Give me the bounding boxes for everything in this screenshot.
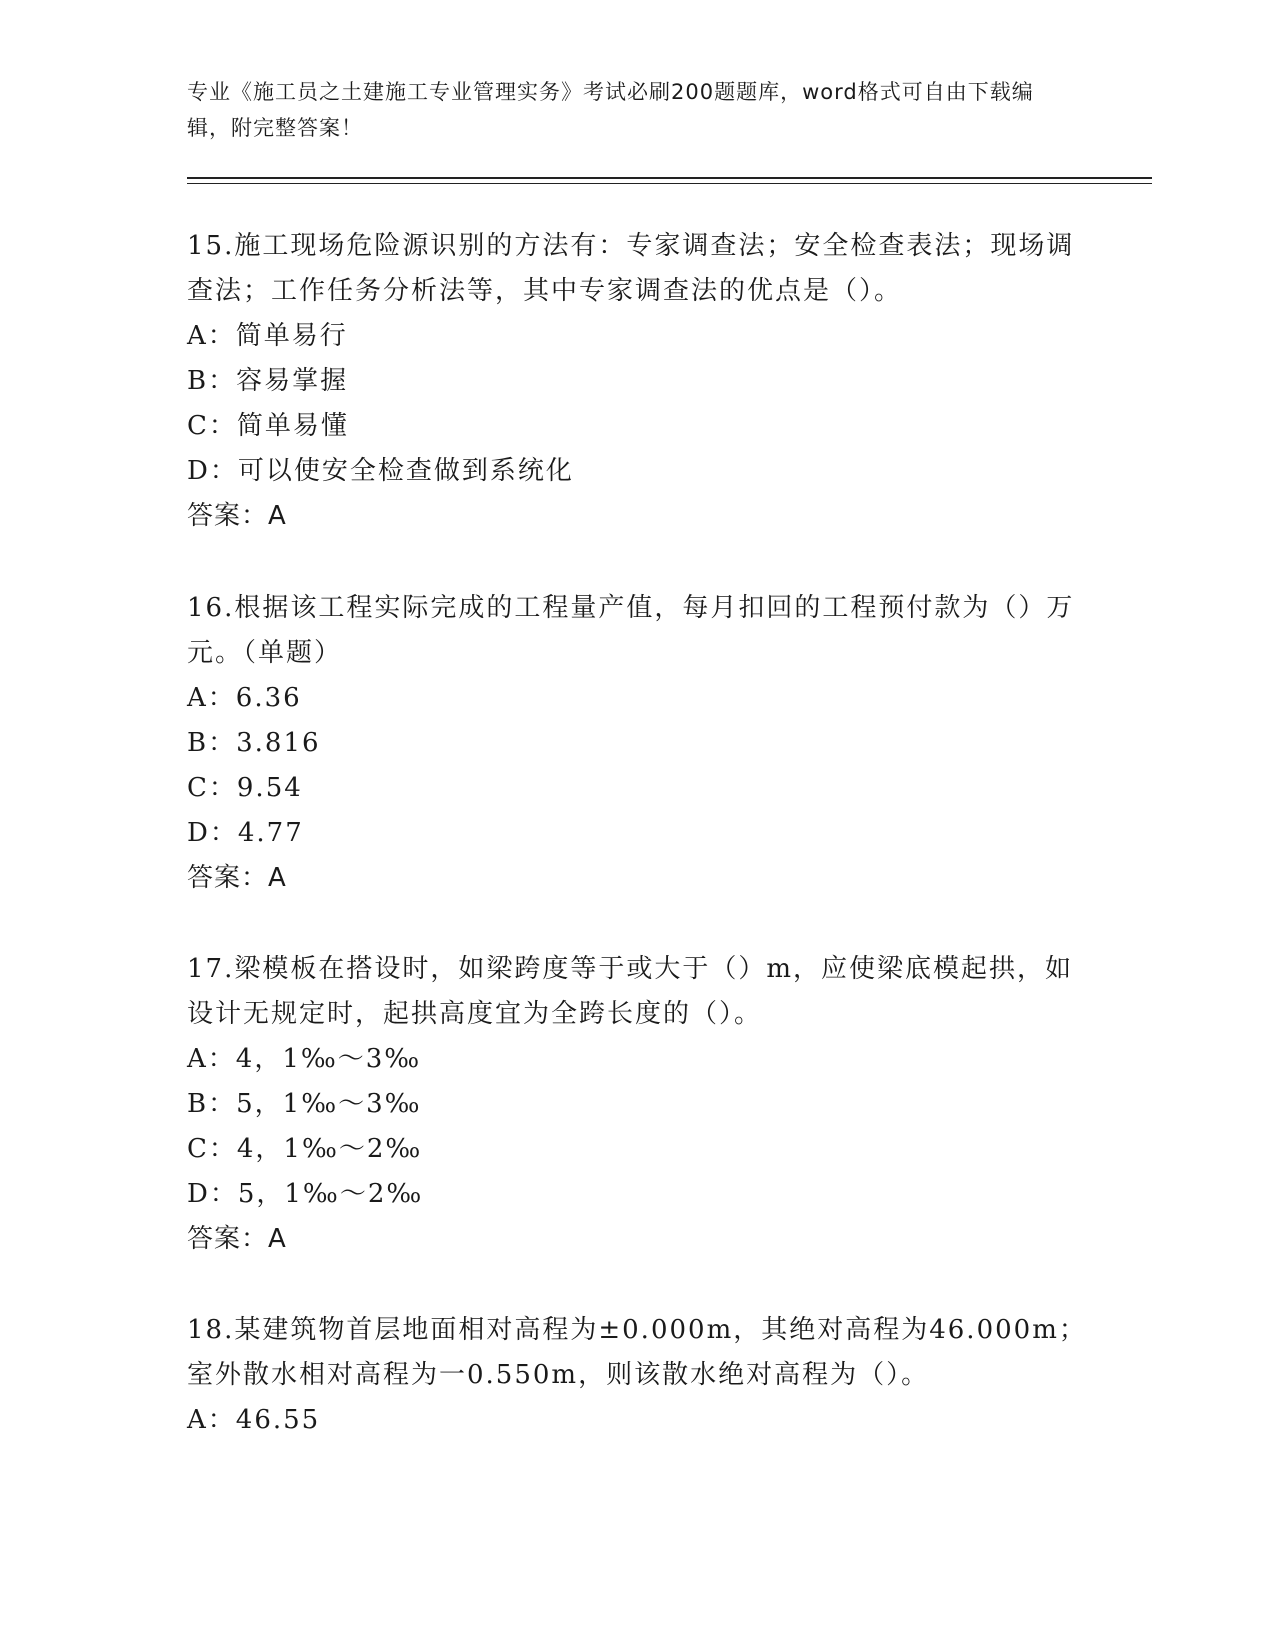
- answer-label: 答案：: [187, 1224, 269, 1254]
- header-divider-thick: [187, 177, 1152, 179]
- answer-value: A: [268, 1224, 287, 1254]
- option-d: D：可以使安全检查做到系统化: [187, 456, 574, 486]
- option-c: C：9.54: [187, 773, 303, 803]
- question-17: [187, 947, 1087, 1262]
- option-b: B：5，1‰～3‰: [187, 1089, 422, 1119]
- answer-value: A: [268, 501, 287, 531]
- option-a: A：简单易行: [187, 321, 348, 351]
- question-16: [187, 586, 1087, 901]
- option-a: A：6.36: [187, 683, 302, 713]
- option-b: B：容易掌握: [187, 366, 349, 396]
- question-15: [187, 224, 1087, 539]
- question-stem: 16.根据该工程实际完成的工程量产值，每月扣回的工程预付款为（）万元。（单题）: [187, 593, 1075, 668]
- question-stem: 18.某建筑物首层地面相对高程为±0.000m，其绝对高程为46.000m；室外散水相对高程为一0.550m，则该散水绝对高程为（）。: [187, 1315, 1087, 1390]
- document-header: [187, 74, 1067, 146]
- option-a: A：4，1‰～3‰: [187, 1044, 422, 1074]
- header-text: 专业《施工员之土建施工专业管理实务》考试必刷200题题库，word格式可自由下载编辑，附完整答案！: [187, 80, 1034, 140]
- answer-label: 答案：: [187, 501, 269, 531]
- answer-value: A: [268, 863, 287, 893]
- option-a: A：46.55: [187, 1405, 321, 1435]
- question-stem: 17.梁模板在搭设时，如梁跨度等于或大于（）m，应使梁底模起拱，如设计无规定时，起拱高度宜为全跨长度的（）。: [187, 954, 1074, 1029]
- answer-line: [187, 494, 1087, 539]
- header-divider-thin: [187, 183, 1152, 184]
- question-18: [187, 1308, 1087, 1443]
- answer-line: [187, 1217, 1087, 1262]
- option-c: C：4，1‰～2‰: [187, 1134, 423, 1164]
- option-d: D：5，1‰～2‰: [187, 1179, 424, 1209]
- option-c: C：简单易懂: [187, 411, 349, 441]
- answer-line: [187, 856, 1087, 901]
- question-stem: 15.施工现场危险源识别的方法有：专家调查法；安全检查表法；现场调查法；工作任务分析法等，其中专家调查法的优点是（）。: [187, 231, 1075, 306]
- option-b: B：3.816: [187, 728, 321, 758]
- option-d: D：4.77: [187, 818, 304, 848]
- answer-label: 答案：: [187, 863, 269, 893]
